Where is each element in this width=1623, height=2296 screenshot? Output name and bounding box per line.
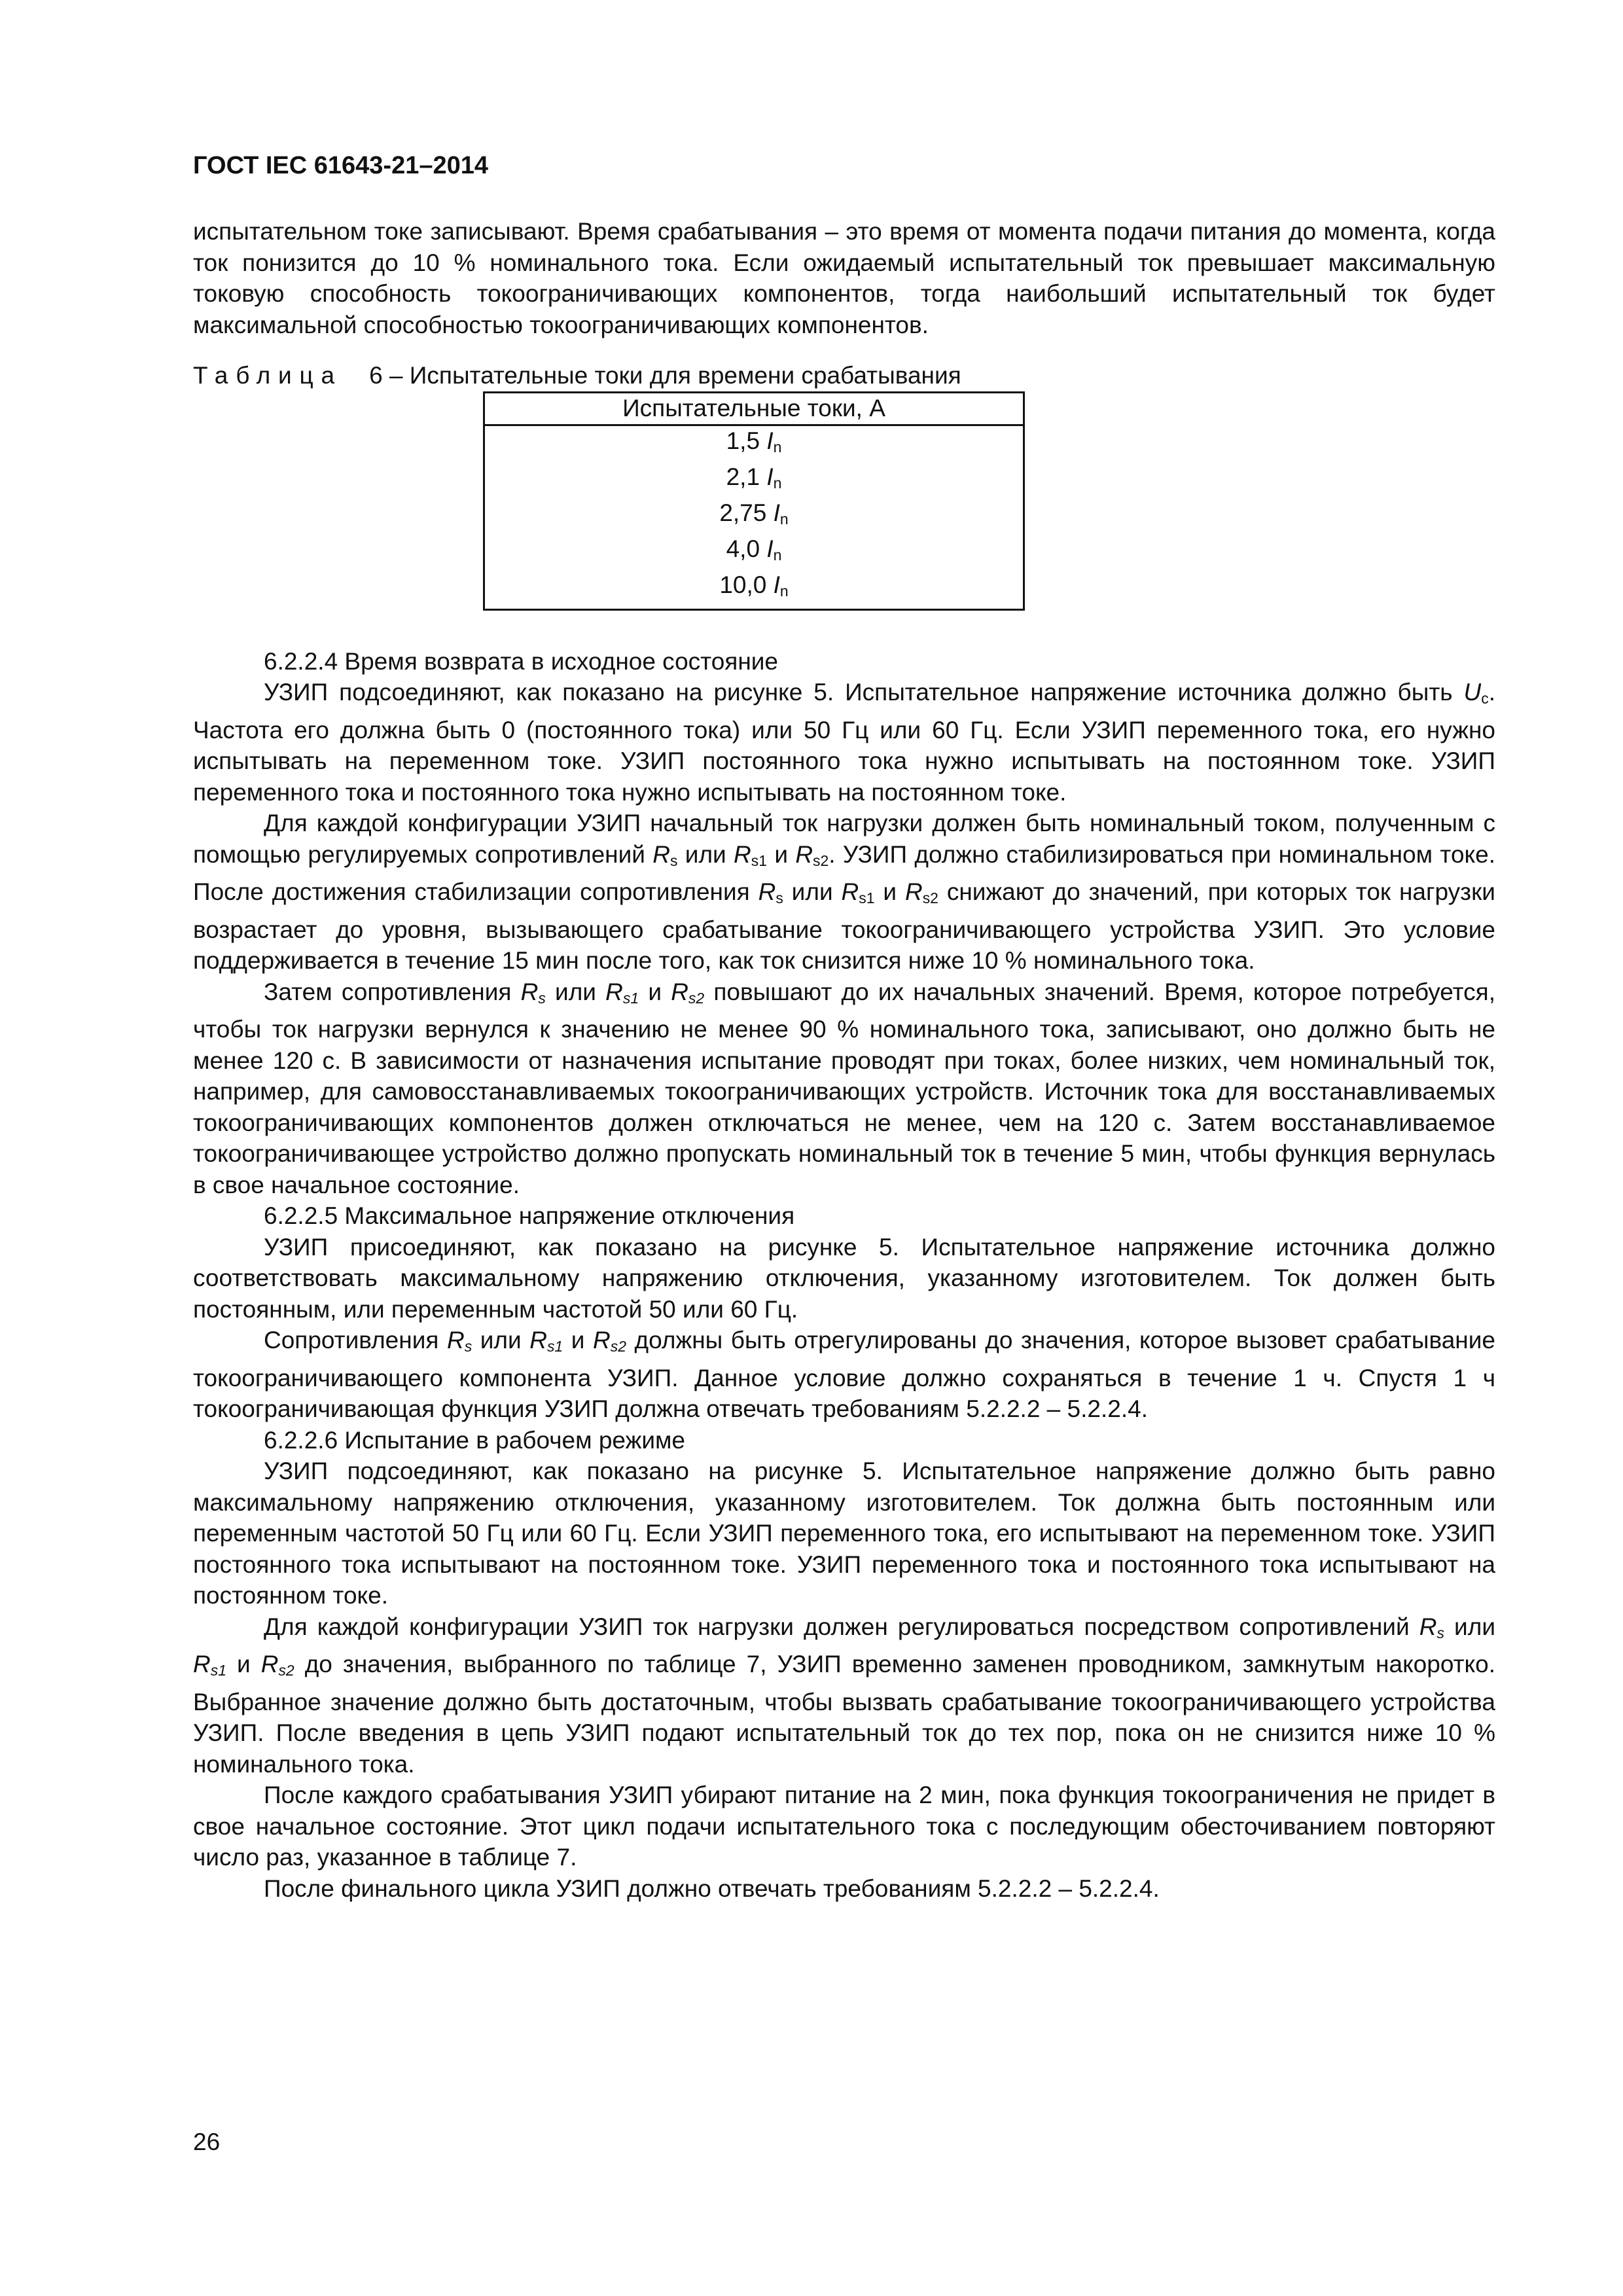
resistance-symbol: R <box>758 878 776 906</box>
document-header: ГОСТ IEC 61643-21–2014 <box>193 152 489 179</box>
table-cell-value: 1,5 <box>726 427 760 454</box>
current-symbol: I <box>766 463 774 490</box>
current-subscript: n <box>779 582 789 600</box>
resistance-symbol: R <box>592 1327 611 1354</box>
table-cell-value: 4,0 <box>726 535 760 562</box>
current-subscript: n <box>773 474 782 492</box>
intro-paragraph: испытательном токе записывают. Время срабатывания – это время от момента подачи питания до момента, когда ток понизится до 10 % номинального тока. Если ожидаемый испытательный ток превышает максимальную токовую способность токоограничивающих компонентов, тогда наибольший испытательный ток будет максимальной способностью токоограничивающих компонентов. <box>193 218 1495 338</box>
resistance-symbol: R <box>1419 1613 1437 1640</box>
section-heading-6224: 6.2.2.4 Время возврата в исходное состояние <box>264 647 778 675</box>
current-subscript: n <box>773 438 782 456</box>
table-caption-title: – Испытательные токи для времени срабатывания <box>389 362 961 389</box>
resistance-symbol: R <box>193 1651 211 1678</box>
table-row <box>484 534 1024 570</box>
table-row <box>484 462 1024 498</box>
document-body <box>193 216 1495 1904</box>
section-heading-6225: 6.2.2.5 Максимальное напряжение отключения <box>264 1202 795 1230</box>
table-cell-value: 2,1 <box>726 463 760 490</box>
paragraph: УЗИП подсоединяют, как показано на рисунке 5. Испытательное напряжение должно быть равно максимальному напряжению отключения, указанному изготовителем. Ток должна быть постоянным или переменным частотой 50 Гц или 60 Гц. Если УЗИП переменного тока, его испытывают на переменном токе. УЗИП постоянного тока испытывают на постоянном токе. УЗИП переменного тока и постоянного тока испытывают на постоянном токе. <box>193 1458 1495 1609</box>
table-cell-value: 2,75 <box>719 499 767 526</box>
section-heading-6226: 6.2.2.6 Испытание в рабочем режиме <box>264 1426 686 1454</box>
resistance-symbol: R <box>904 878 923 906</box>
table-caption-label: Таблица <box>193 362 342 389</box>
page-number: 26 <box>193 2128 221 2155</box>
resistance-symbol: R <box>841 878 859 906</box>
resistance-symbol: R <box>734 840 751 868</box>
current-symbol: I <box>773 571 780 598</box>
table-header-cell: Испытательные токи, А <box>484 392 1024 425</box>
paragraph: Для каждой конфигурации УЗИП ток нагрузки должен регулироваться посредством сопротивлений $R_s$ или $R_{s1}$ и $R_{s2}$ до значения, выбранного по таблице 7, УЗИП временно заменен проводником, замкнутым накоротко. Выбранное значение должно быть достаточным, чтобы вызвать срабатывание токоограничивающего устройства УЗИП. После введения в цепь УЗИП подают испытательный ток до тех пор, пока он не снизится ниже 10 % номинального тока. <box>193 1613 1495 1778</box>
resistance-symbol: R <box>529 1327 547 1354</box>
table-row <box>484 498 1024 534</box>
current-subscript: n <box>773 546 782 564</box>
paragraph: УЗИП подсоединяют, как показано на рисунке 5. Испытательное напряжение источника должно быть $U_c$. Частота его должна быть 0 (постоянного тока) или 50 Гц или 60 Гц. Если УЗИП переменного тока, его нужно испытывать на переменном токе. УЗИП постоянного тока нужно испытывать на постоянном токе. УЗИП переменного тока и постоянного тока нужно испытывать на постоянном токе. <box>193 679 1495 806</box>
table-cell-value: 10,0 <box>719 571 767 598</box>
resistance-symbol: R <box>671 978 688 1005</box>
paragraph: УЗИП присоединяют, как показано на рисунке 5. Испытательное напряжение источника должно соответствовать максимальному напряжению отключения, указанному изготовителем. Ток должен быть постоянным, или переменным частотой 50 или 60 Гц. <box>193 1233 1495 1323</box>
current-subscript: n <box>779 510 789 528</box>
voltage-symbol: U <box>1463 679 1482 706</box>
current-symbol: I <box>766 427 774 454</box>
paragraph: После финального цикла УЗИП должно отвечать требованиям 5.2.2.2 – 5.2.2.4. <box>264 1874 1160 1902</box>
resistance-symbol: R <box>446 1327 465 1354</box>
resistance-symbol: R <box>605 978 623 1005</box>
current-symbol: I <box>773 499 780 526</box>
current-symbol: I <box>766 535 774 562</box>
table-caption <box>193 360 1495 391</box>
resistance-symbol: R <box>520 978 539 1005</box>
table-row <box>484 570 1024 610</box>
resistance-symbol: R <box>652 840 670 868</box>
test-currents-table <box>483 391 1025 611</box>
resistance-symbol: R <box>260 1651 279 1678</box>
paragraph: Затем сопротивления $R_s$ или $R_{s1}$ и $R_{s2}$ повышают до их начальных значений. Время, которое потребуется, чтобы ток нагрузки вернулся к значению не менее 90 % номинального тока, записывают, оно должно быть не менее 120 с. В зависимости от назначения испытание проводят при токах, более низких, чем номинальный ток, например, для самовосстанавливаемых токоограничивающих устройств. Источник тока для восстанавливаемых токоограничивающих компонентов должен отключаться не менее, чем на 120 с. Затем восстанавливаемое токоограничивающее устройство должно пропускать номинальный ток в течение 5 мин, чтобы функция вернулась в свое начальное состояние. <box>193 978 1495 1198</box>
table-caption-number: 6 <box>369 362 383 389</box>
paragraph: Для каждой конфигурации УЗИП начальный ток нагрузки должен быть номинальный током, полученным с помощью регулируемых сопротивлений $R_s$ или $R_{s1}$ и $R_{s2}$. УЗИП должно стабилизироваться при номинальном токе. После достижения стабилизации сопротивления $R_s$ или $R_{s1}$ и $R_{s2}$ снижают до значений, при которых ток нагрузки возрастает до уровня, вызывающего срабатывание токоограничивающего устройства УЗИП. Это условие поддерживается в течение 15 мин после того, как ток снизится ниже 10 % номинального тока. <box>193 810 1495 975</box>
paragraph: После каждого срабатывания УЗИП убирают питание на 2 мин, пока функция токоограничения не придет в свое начальное состояние. Этот цикл подачи испытательного тока с последующим обесточиванием повторяют число раз, указанное в таблице 7. <box>193 1782 1495 1871</box>
paragraph: Сопротивления $R_s$ или $R_{s1}$ и $R_{s2}$ должны быть отрегулированы до значения, которое вызовет срабатывание токоограничивающего компонента УЗИП. Данное условие должно сохраняться в течение 1 ч. Спустя 1 ч токоограничивающая функция УЗИП должна отвечать требованиям 5.2.2.2 – 5.2.2.4. <box>193 1327 1495 1423</box>
table-row <box>484 425 1024 462</box>
resistance-symbol: R <box>795 840 813 868</box>
